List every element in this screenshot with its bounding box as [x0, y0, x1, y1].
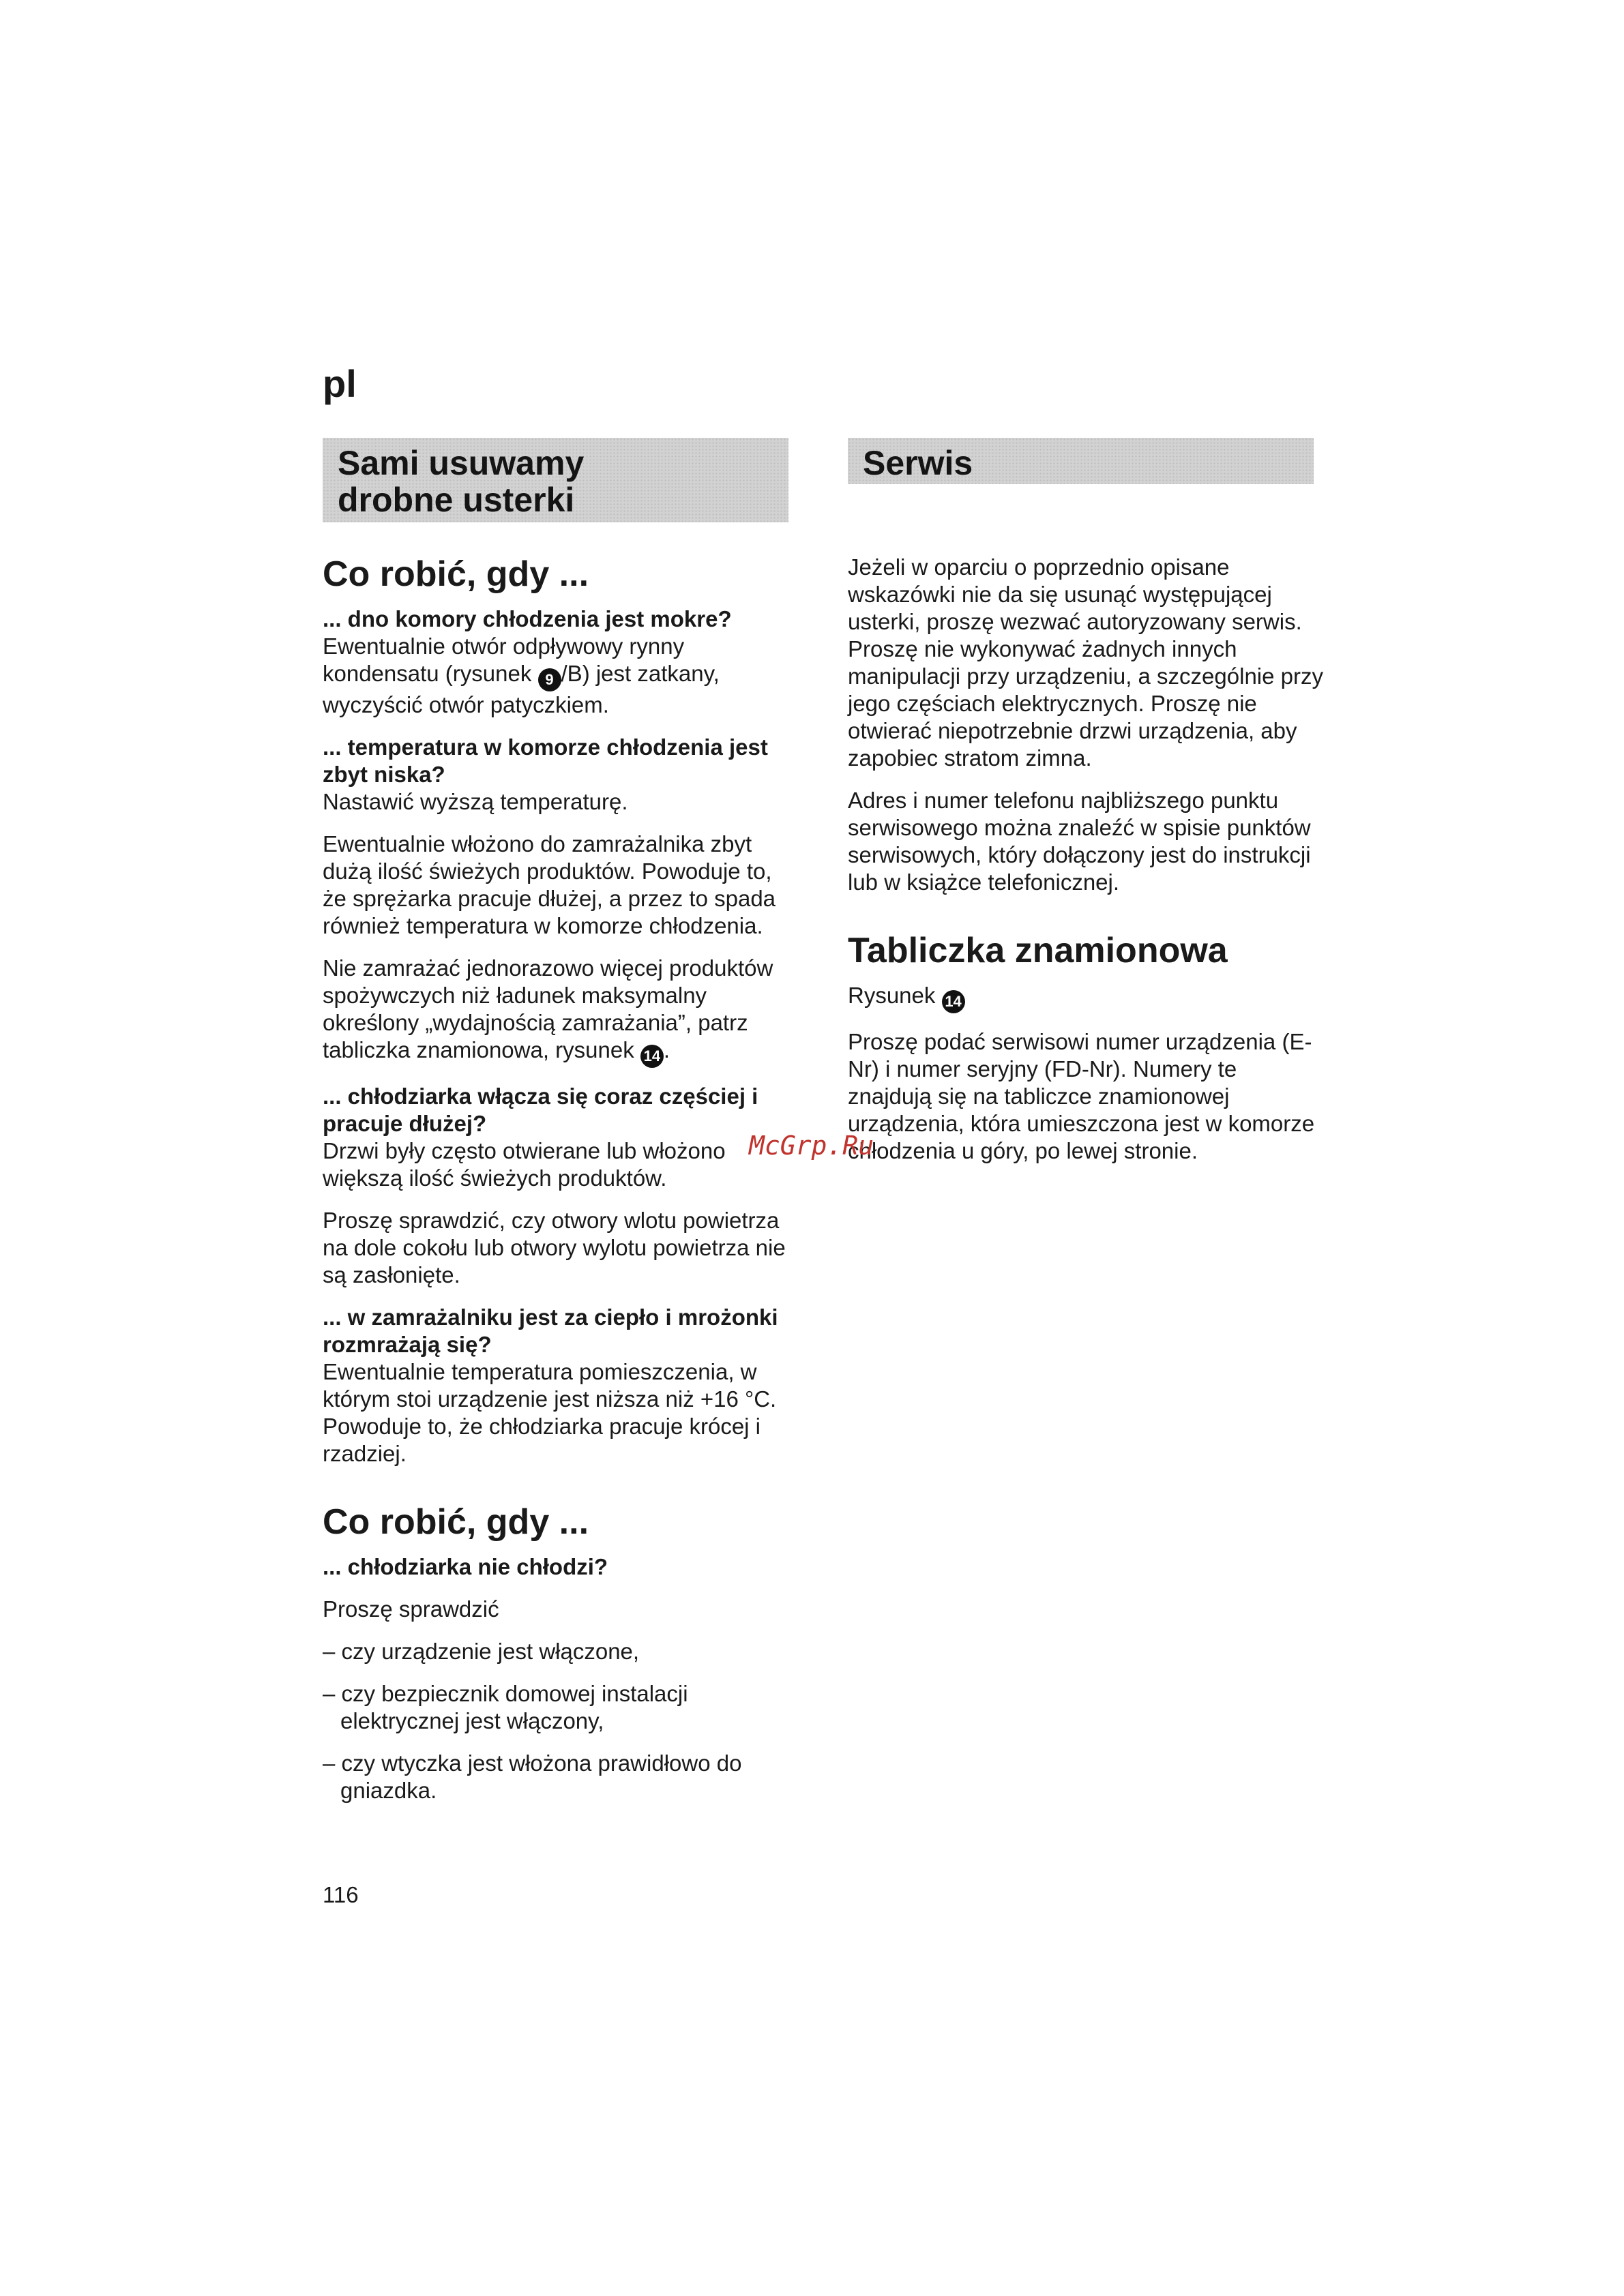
question-wet-floor: ... dno komory chłodzenia jest mokre?: [323, 606, 732, 631]
list-item: – czy bezpiecznik domowej instalacji elektrycznej jest włączony,: [323, 1681, 688, 1733]
paragraph-check-vents: Proszę sprawdzić, czy otwory wlotu powietrza na dole cokołu lub otwory wylotu powietrza nie są zasłonięte.: [323, 1208, 786, 1287]
heading-what-to-do-1: Co robić, gdy ...: [323, 554, 589, 594]
page-number: 116: [323, 1882, 359, 1907]
question-freezer-warm: ... w zamrażalniku jest za ciepło i mrożonki rozmrażają się?: [323, 1304, 778, 1357]
section-banner-troubleshooting: [323, 438, 788, 522]
question-runs-longer: ... chłodziarka włącza się coraz częściej i pracuje dłużej?: [323, 1084, 758, 1136]
list-item: – czy wtyczka jest włożona prawidłowo do gniazdka.: [323, 1750, 742, 1803]
answer-wet-floor: Ewentualnie otwór odpływowy rynny kondensatu (rysunek 9 /B) jest zatkany, wyczyścić otwór patyczkiem.: [323, 633, 720, 717]
rating-plate-paragraph: Proszę podać serwisowi numer urządzenia (E-Nr) i numer seryjny (FD-Nr). Numery te znajdują się na tabliczce znamionowej urządzenia, która umieszczona jest w komorze chłodzenia u góry, po lewej stronie.: [848, 1029, 1315, 1163]
answer-runs-longer: Drzwi były często otwierane lub włożono większą ilość świeżych produktów.: [323, 1138, 726, 1191]
figure-14-icon: 14: [640, 1045, 664, 1068]
check-intro: Proszę sprawdzić: [323, 1596, 499, 1622]
figure-14-icon: 14: [942, 990, 965, 1013]
banner-line-1: Sami usuwamy: [338, 444, 585, 482]
answer-freezer-warm: Ewentualnie temperatura pomieszczenia, w którym stoi urządzenie jest niższa niż +16 °C. Powoduje to, że chłodziarka pracuje krócej i rzadziej.: [323, 1359, 777, 1466]
service-paragraph-1: Jeżeli w oparciu o poprzednio opisane wskazówki nie da się usunąć występującej usterki, proszę wezwać autoryzowany serwis. Proszę nie wykonywać żadnych innych manipulacji przy urządzeniu, a szczególnie przy jego częściach elektrycznych. Proszę nie otwierać niepotrzebnie drzwi urządzenia, aby zapobiec stratom zimna.: [848, 554, 1323, 771]
paragraph-freezing-capacity: Nie zamrażać jednorazowo więcej produktów spożywczych niż ładunek maksymalny określony „wydajnością zamrażania”, patrz tabliczka znamionowa, rysunek 14 .: [323, 955, 800, 1068]
question-temp-too-low: ... temperatura w komorze chłodzenia jest zbyt niska?: [323, 734, 768, 787]
banner-service-title: Serwis: [863, 444, 973, 482]
heading-what-to-do-2: Co robić, gdy ...: [323, 1502, 589, 1542]
service-paragraph-2: Adres i numer telefonu najbliższego punktu serwisowego można znaleźć w spisie punktów serwisowych, który dołączony jest do instrukcji lub w książce telefonicznej.: [848, 788, 1311, 895]
watermark: McGrp.Ru: [749, 1131, 874, 1161]
figure-9-icon: 9: [538, 668, 561, 691]
answer-temp-too-low: Nastawić wyższą temperaturę.: [323, 789, 628, 814]
section-banner-service: [848, 438, 1314, 484]
left-column: [323, 554, 800, 1819]
list-item: – czy urządzenie jest włączone,: [323, 1639, 640, 1664]
rating-plate-figure-ref: Rysunek 14: [848, 982, 1325, 1013]
language-code: pl: [323, 362, 357, 405]
banner-line-2: drobne usterki: [338, 481, 575, 519]
heading-rating-plate: Tabliczka znamionowa: [848, 931, 1228, 970]
question-not-cooling: ... chłodziarka nie chłodzi?: [323, 1554, 608, 1579]
right-column: [848, 554, 1325, 1180]
paragraph-fresh-products: Ewentualnie włożono do zamrażalnika zbyt dużą ilość świeżych produktów. Powoduje to, że sprężarka pracuje dłużej, a przez to spada również temperatura w komorze chłodzenia.: [323, 831, 776, 938]
